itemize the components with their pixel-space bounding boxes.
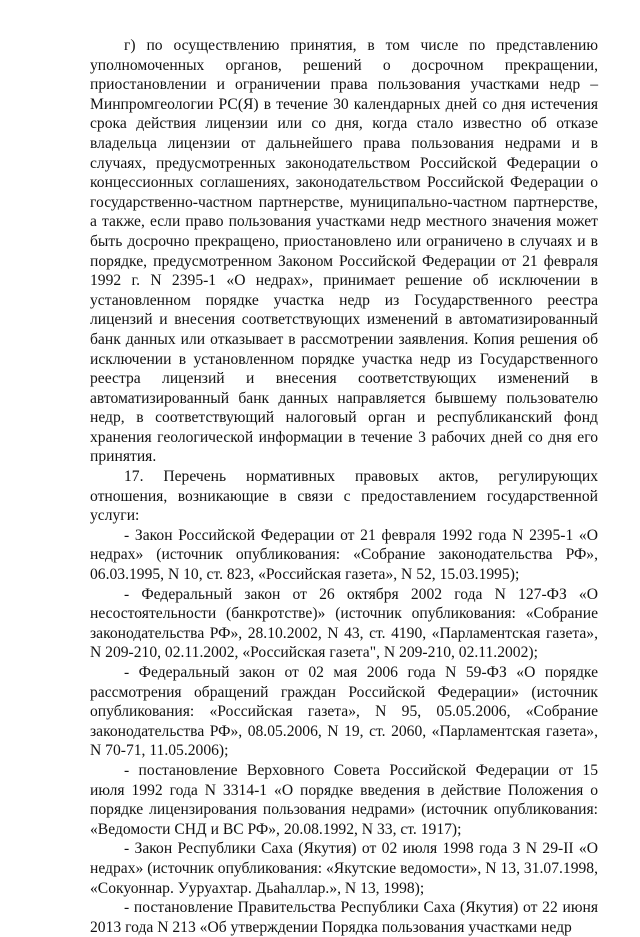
paragraph-g: г) по осуществлению принятия, в том числе по представлению уполномоченных органов, решений о досрочном прекращении, приостановлении и ограничении права пользования участками недр – Минпромгеологии РС(Я) в течение 30 календарных дней со дня истечения срока действия лицензии или со дня, когда стало известно об отказе владельца лицензии от дальнейшего права пользования недрами и в случаях, предусмотренных законодательством Российской Федерации о концессионных соглашениях, законодательством Российской Федерации о государственно-частном партнерстве, муниципально-частном партнерстве, а также, если право пользования участками недр местного значения может быть досрочно прекращено, приостановлено или ограничено в случаях и в порядке, предусмотренном Законом Российской Федерации от 21 февраля 1992 г. N 2395-1 «О недрах», принимает решение об исключении в установленном порядке участка недр из Государственного реестра лицензий и внесения соответствующих изменений в автоматизированный банк данных или отказывает в рассмотрении заявления. Копия решения об исключении в установленном порядке участка недр из Государственного реестра лицензий и внесения соответствующих изменений в автоматизированный банк данных направляется бывшему пользователю недр, в соответствующий налоговый орган и республиканский фонд хранения геологической информации в течение 3 рабочих дней со дня его принятия.	[90, 37, 598, 466]
list-item: - Закон Российской Федерации от 21 февраля 1992 года N 2395-1 «О недрах» (источник опубликования: «Собрание законодательства РФ», 06.03.1995, N 10, ст. 823, «Российская газета», N 52, 15.03.1995);	[90, 526, 598, 584]
list-item: - постановление Правительства Республики Саха (Якутия) от 22 июня 2013 года N 213 «Об утверждении Порядка пользования участками недр	[90, 899, 598, 936]
list-item: - Федеральный закон от 02 мая 2006 года N 59-ФЗ «О порядке рассмотрения обращений граждан Российской Федерации» (источник опубликования: «Российская газета», N 95, 05.05.2006, «Собрание законодательства РФ», 08.05.2006, N 19, ст. 2060, «Парламентская газета», N 70-71, 11.05.2006);	[90, 664, 598, 760]
list-item: - Федеральный закон от 26 октября 2002 года N 127-ФЗ «О несостоятельности (банкротстве)» (источник опубликования: «Собрание законодательства РФ», 28.10.2002, N 43, ст. 4190, «Парламентская газета», N 209-210, 02.11.2002, «Российская газета", N 209-210, 02.11.2002);	[90, 585, 598, 662]
paragraph-17: 17. Перечень нормативных правовых актов, регулирующих отношения, возникающие в связи с предоставлением государственной услуги:	[90, 468, 598, 525]
list-item: - Закон Республики Саха (Якутия) от 02 июля 1998 года З N 29-II «О недрах» (источник опубликования: «Якутские ведомости», N 13, 31.07.1998, «Сокуоннар. Ууруахтар. Дьаһаллар.», N 13, 1998);	[90, 840, 598, 897]
list-item: - постановление Верховного Совета Российской Федерации от 15 июля 1992 года N 3314-1 «О порядке введения в действие Положения о порядке лицензирования пользования недрами» (источник опубликования: «Ведомости СНД и ВС РФ», 20.08.1992, N 33, ст. 1917);	[90, 761, 598, 838]
document-body	[90, 36, 598, 937]
